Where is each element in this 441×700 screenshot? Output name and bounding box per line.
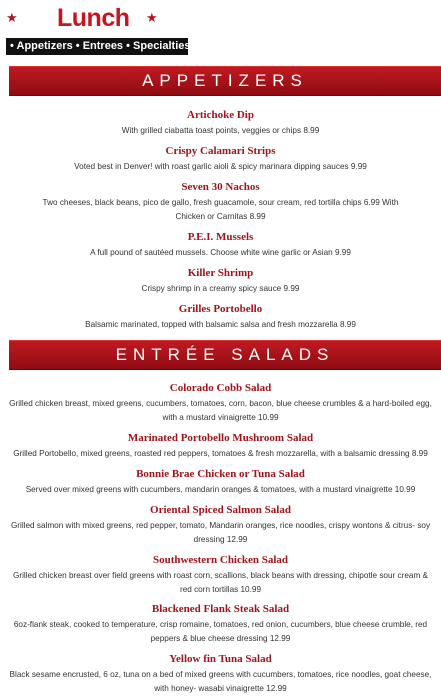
item-description: A full pound of sautéed mussels. Choose white wine garlic or Asian 9.99 bbox=[90, 248, 351, 257]
menu-item bbox=[0, 504, 441, 547]
page-title: Lunch bbox=[57, 4, 130, 32]
category-subtitle: • Appetizers • Entrees • Specialties bbox=[6, 38, 188, 55]
item-description: Served over mixed greens with cucumbers, mandarin oranges & tomatoes, with a mustard vinaigrette 10.99 bbox=[25, 485, 416, 494]
menu-item bbox=[0, 109, 441, 138]
menu-item bbox=[0, 303, 441, 332]
item-name: Killer Shrimp bbox=[187, 267, 254, 279]
item-description: Grilled chicken breast, mixed greens, cucumbers, tomatoes, corn, bacon, blue cheese crumbles & a hard-boiled egg, with a mustard vinaigrette 10.99 bbox=[9, 399, 432, 422]
menu-item bbox=[0, 653, 441, 696]
item-description: Grilled salmon with mixed greens, red pepper, tomato, Mandarin oranges, rice noodles, crispy wontons & citrus- soy dressing 12.99 bbox=[10, 521, 431, 544]
menu-item bbox=[0, 231, 441, 260]
item-description: Voted best in Denver! with roast garlic aioli & spicy marinara dipping sauces 9.99 bbox=[74, 162, 367, 171]
item-name: Grilles Portobello bbox=[178, 303, 263, 315]
menu-item bbox=[0, 145, 441, 174]
item-name: Southwestern Chicken Salad bbox=[152, 554, 289, 566]
item-description: With grilled ciabatta toast points, veggies or chips 8.99 bbox=[121, 126, 320, 135]
item-name: P.E.I. Mussels bbox=[187, 231, 254, 243]
menu-item bbox=[0, 382, 441, 425]
star-right-icon: ★ bbox=[146, 10, 158, 25]
appetizers-section-header: APPETIZERS bbox=[9, 66, 441, 96]
menu-item bbox=[0, 603, 441, 646]
item-description: Two cheeses, black beans, pico de gallo, fresh guacamole, sour cream, red tortilla chips 6.99 With Chicken or Carnitas 8.99 bbox=[42, 198, 399, 221]
item-name: Colorado Cobb Salad bbox=[169, 382, 272, 394]
menu-item bbox=[0, 468, 441, 497]
item-name: Artichoke Dip bbox=[187, 109, 254, 121]
menu-item bbox=[0, 181, 441, 224]
item-name: Seven 30 Nachos bbox=[181, 181, 260, 193]
item-name: Oriental Spiced Salmon Salad bbox=[150, 504, 291, 516]
item-description: Balsamic marinated, topped with balsamic salsa and fresh mozzarella 8.99 bbox=[85, 320, 356, 329]
item-description: Black sesame encrusted, 6 oz, tuna on a bed of mixed greens with cucumbers, tomatoes, rice noodles, goat cheese, with honey- wasabi vinaigrette 12.99 bbox=[9, 670, 432, 693]
menu-item bbox=[0, 432, 441, 461]
item-name: Crispy Calamari Strips bbox=[165, 145, 276, 157]
menu-header bbox=[0, 0, 441, 58]
item-description: 6oz-flank steak, cooked to temperature, crisp romaine, tomatoes, red onion, cucumbers, blue cheese crumble, red peppers & blue cheese dressing 12.99 bbox=[13, 620, 428, 643]
menu-item bbox=[0, 554, 441, 597]
item-description: Grilled chicken breast over field greens with roast corn, scallions, black beans with dressing, chipotle sour cream & red corn tortillas 10.99 bbox=[12, 571, 429, 594]
salads-section-header: ENTRÉE SALADS bbox=[9, 340, 441, 370]
menu-item bbox=[0, 267, 441, 296]
item-name: Marinated Portobello Mushroom Salad bbox=[127, 432, 314, 444]
item-name: Bonnie Brae Chicken or Tuna Salad bbox=[136, 468, 305, 480]
item-name: Blackened Flank Steak Salad bbox=[151, 603, 290, 615]
star-left-icon: ★ bbox=[6, 10, 18, 25]
item-description: Crispy shrimp in a creamy spicy sauce 9.99 bbox=[141, 284, 300, 293]
item-description: Grilled Portobello, mixed greens, roasted red peppers, tomatoes & fresh mozzarella, with a balsamic dressing 8.99 bbox=[13, 449, 428, 458]
item-name: Yellow fin Tuna Salad bbox=[169, 653, 272, 665]
